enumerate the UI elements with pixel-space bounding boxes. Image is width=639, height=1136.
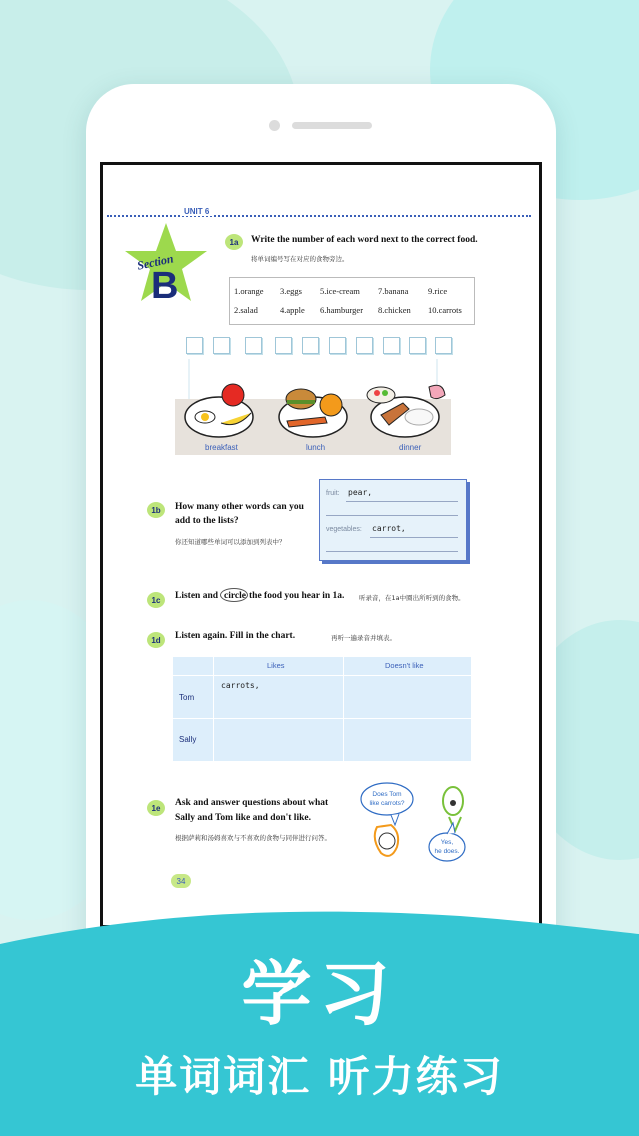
ex1b-instruction-line2: add to the lists? [175,516,239,526]
ex1d-instruction-zh: 再听一遍录音并填表。 [331,634,396,642]
ex1a-instruction: Write the number of each word next to the correct food. [251,235,478,245]
exercise-badge-1a: 1a [225,234,243,250]
exercise-badge-1e: 1e [147,800,165,816]
word-item: 6.hamburger [320,305,364,315]
bubble-answer-line2: he does. [434,848,460,855]
page-number: 34 [171,874,191,888]
word-item: 7.banana [378,286,409,296]
word-item: 8.chicken [378,305,411,315]
bubble-answer-line1: Yes, [440,839,454,846]
bubble-question-line1: Does Tom [372,791,402,798]
ex1c-instruction-part2: the food you hear in 1a. [249,591,345,601]
unit-label: UNIT 6 [181,207,212,216]
word-item: 2.salad [234,305,258,315]
ex1c-circle-word: circle [224,591,246,601]
ex1a-instruction-zh: 将单词编号写在对应的食物旁边。 [251,255,349,263]
ex1e-instruction-line1: Ask and answer questions about what [175,798,329,808]
word-item: 4.apple [280,305,305,315]
promo-subline: 单词词汇 听力练习 [135,1052,504,1101]
exercise-badge-1c: 1c [147,592,165,608]
vegetables-value[interactable]: carrot, [372,524,406,533]
meal-label: lunch [306,443,326,452]
meal-label: breakfast [205,443,238,452]
word-item: 10.carrots [428,305,462,315]
ex1e-instruction-zh: 根据萨莉和汤姆喜欢与不喜欢的食物与同伴进行问答。 [175,834,331,842]
word-item: 5.ice-cream [320,286,360,296]
exercise-badge-1b: 1b [147,502,165,518]
word-item: 3.eggs [280,286,302,296]
ex1e-instruction-line2: Sally and Tom like and don't like. [175,813,311,823]
vegetables-label: vegetables: [326,526,362,533]
bubble-question-line2: like carrots? [369,800,405,807]
section-word: Section [135,251,175,273]
chart-column-doesnt-like: Doesn't like [385,661,424,670]
section-letter: B [151,265,179,307]
fruit-value[interactable]: pear, [348,488,373,497]
chart-cell[interactable]: carrots, [221,681,260,690]
ex1c-instruction-part1: Listen and [175,591,219,601]
fruit-label: fruit: [326,490,340,497]
word-item: 1.orange [234,286,264,296]
meal-label: dinner [399,443,422,452]
word-item: 9.rice [428,286,448,296]
ex1b-instruction-zh: 你还知道哪些单词可以添加到列表中？ [175,538,286,546]
chart-column-likes: Likes [267,661,285,670]
ex1d-instruction: Listen again. Fill in the chart. [175,631,296,641]
ex1b-instruction-line1: How many other words can you [175,502,304,512]
chart-row-name: Sally [179,735,197,744]
ex1c-instruction-zh: 听录音，在1a中圈出所听到的食物。 [359,594,465,602]
promo-headline: 学习 [241,953,398,1035]
exercise-badge-1d: 1d [147,632,165,648]
chart-row-name: Tom [179,693,195,702]
